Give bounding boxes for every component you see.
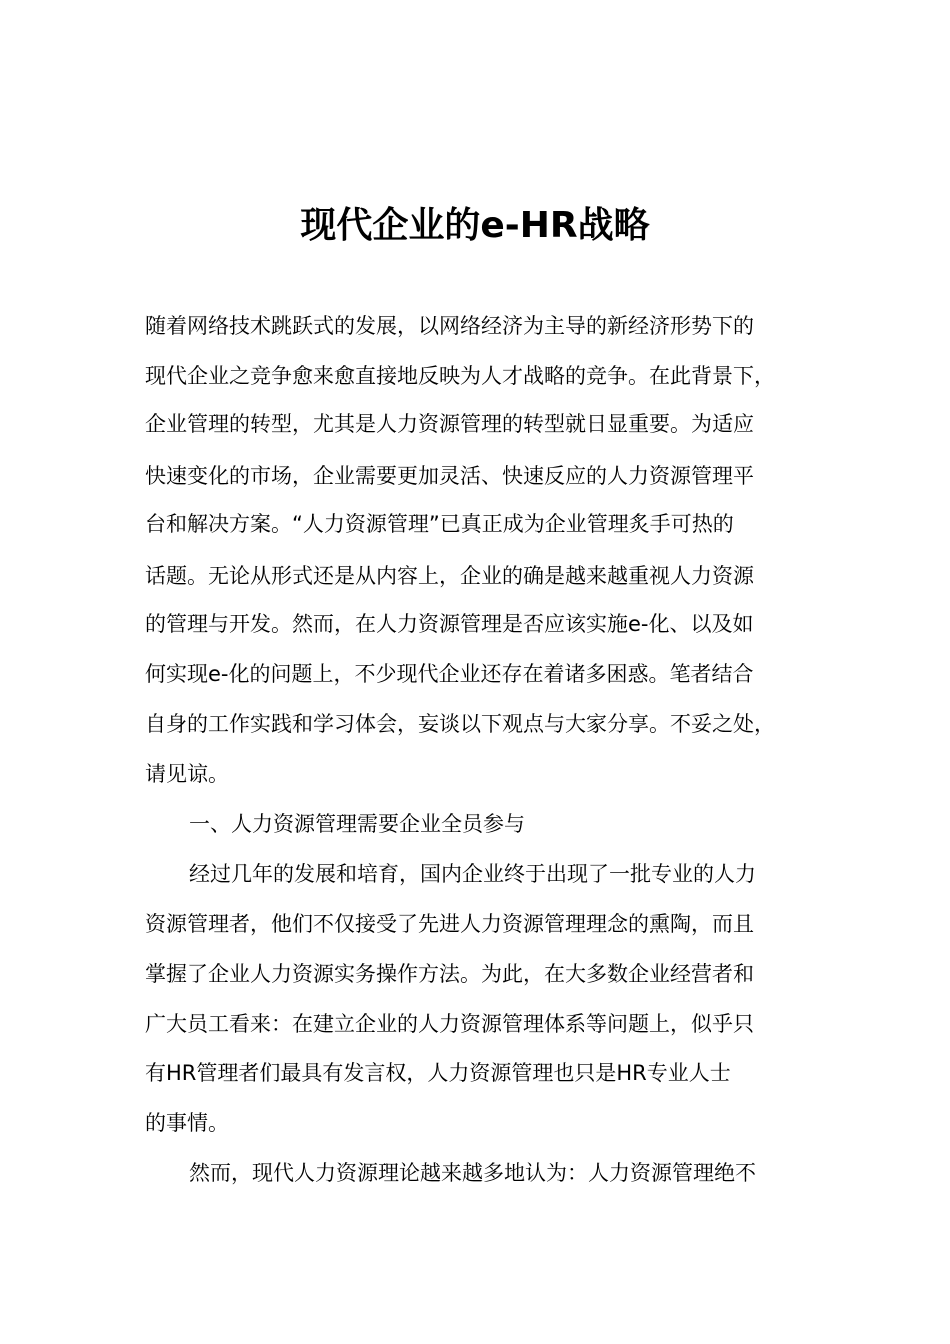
paragraph-1-line-4: 快速变化的市场，企业需要更加灵活、快速反应的人力资源管理平: [145, 464, 754, 488]
paragraph-1-line-8: 何实现e-化的问题上，不少现代企业还存在着诸多困惑。笔者结合: [145, 662, 754, 686]
document-title: 现代企业的e-HR战略: [300, 205, 650, 246]
paragraph-1-line-9: 自身的工作实践和学习体会，妄谈以下观点与大家分享。不妥之处，: [145, 712, 775, 736]
paragraph-1-line-1: 随着网络技术跳跃式的发展，以网络经济为主导的新经济形势下的: [145, 314, 754, 338]
paragraph-2-line-2: 资源管理者，他们不仅接受了先进人力资源管理理念的熏陶，而且: [145, 912, 754, 936]
paragraph-2-line-5: 有HR管理者们最具有发言权，人力资源管理也只是HR专业人士: [145, 1061, 731, 1085]
paragraph-2-line-3: 掌握了企业人力资源实务操作方法。为此，在大多数企业经营者和: [145, 962, 754, 986]
paragraph-1-line-7: 的管理与开发。然而，在人力资源管理是否应该实施e-化、以及如: [145, 612, 754, 636]
paragraph-1-line-3: 企业管理的转型，尤其是人力资源管理的转型就日显重要。为适应: [145, 412, 754, 436]
paragraph-3-line-1: 然而，现代人力资源理论越来越多地认为：人力资源管理绝不: [189, 1161, 756, 1185]
section-heading-1: 一、人力资源管理需要企业全员参与: [189, 812, 525, 836]
paragraph-1-line-5: 台和解决方案。“人力资源管理”已真正成为企业管理炙手可热的: [145, 512, 734, 536]
paragraph-2-line-6: 的事情。: [145, 1111, 229, 1135]
paragraph-1-line-2: 现代企业之竞争愈来愈直接地反映为人才战略的竞争。在此背景下，: [145, 364, 775, 388]
paragraph-1-line-6: 话题。无论从形式还是从内容上，企业的确是越来越重视人力资源: [145, 564, 754, 588]
paragraph-1-line-10: 请见谅。: [145, 762, 229, 786]
paragraph-2-line-4: 广大员工看来：在建立企业的人力资源管理体系等问题上，似乎只: [145, 1012, 754, 1036]
paragraph-2-line-1: 经过几年的发展和培育，国内企业终于出现了一批专业的人力: [189, 862, 756, 886]
